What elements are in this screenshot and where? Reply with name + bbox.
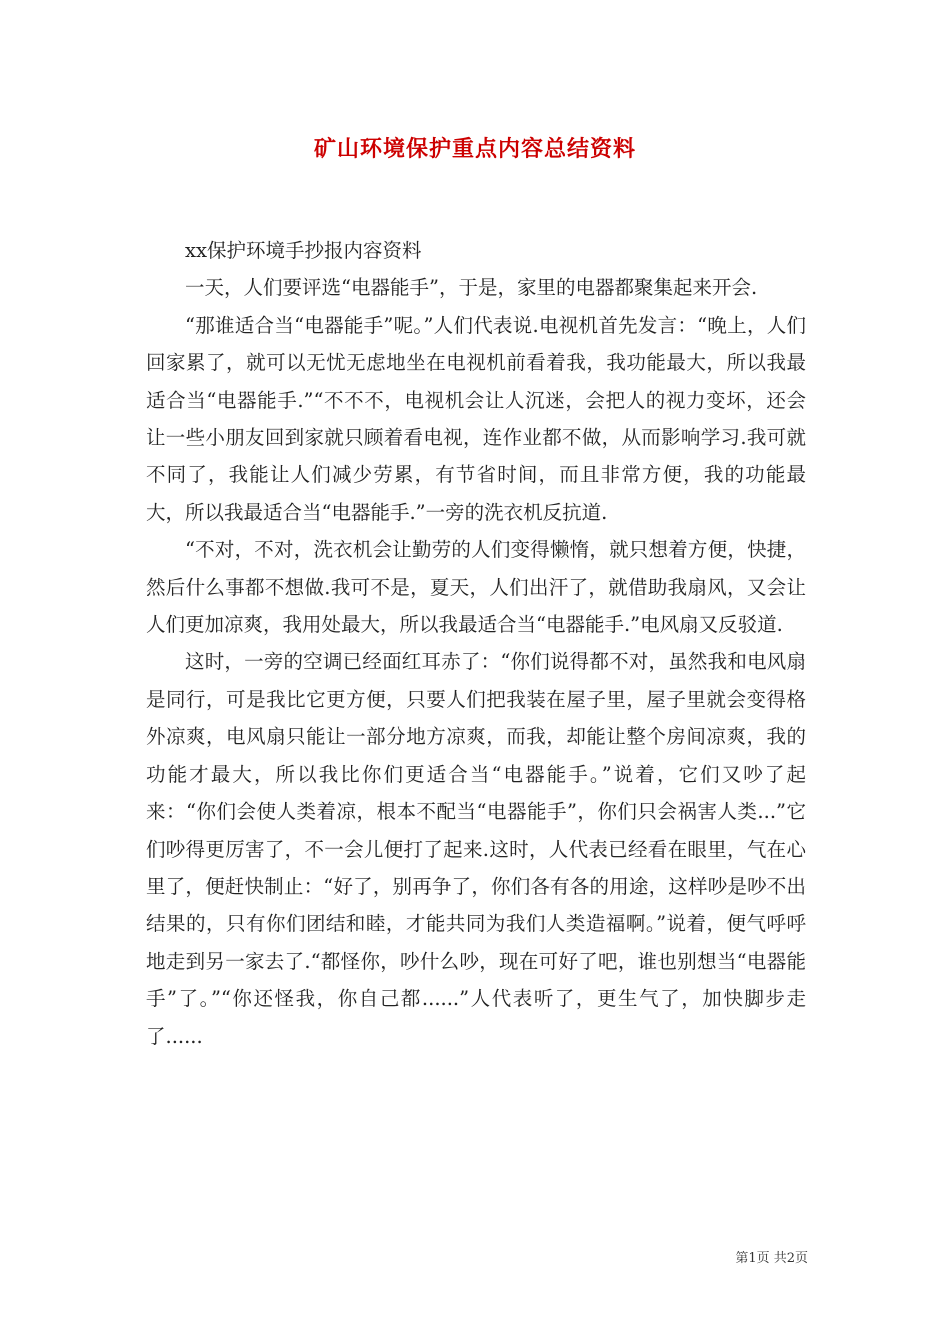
paragraph-3: “不对，不对，洗衣机会让勤劳的人们变得懒惰，就只想着方便，快捷，然后什么事都不想做.我可不是，夏天，人们出汗了，就借助我扇风，又会让人们更加凉爽，我用处最大，所以我最适合当“电器能手.”电风扇又反驳道. (146, 538, 806, 637)
document-body (146, 232, 806, 1055)
paragraph-1: 一天，人们要评选“电器能手”，于是，家里的电器都聚集起来开会. (185, 276, 758, 300)
page-number-footer: 第1页 共2页 (735, 1251, 808, 1266)
paragraph-2: “那谁适合当“电器能手”呢。”人们代表说.电视机首先发言：“晚上，人们回家累了，就可以无忧无虑地坐在电视机前看着我，我功能最大，所以我最适合当“电器能手.”“不不不，电视机会让人沉迷，会把人的视力变坏，还会让一些小朋友回到家就只顾着看电视，连作业都不做，从而影响学习.我可就不同了，我能让人们减少劳累，有节省时间，而且非常方便，我的功能最大，所以我最适合当“电器能手.”一旁的洗衣机反抗道. (146, 313, 806, 524)
paragraph-4: 这时，一旁的空调已经面红耳赤了：“你们说得都不对，虽然我和电风扇是同行，可是我比它更方便，只要人们把我装在屋子里，屋子里就会变得格外凉爽，电风扇只能让一部分地方凉爽，而我，却能让整个房间凉爽，我的功能才最大，所以我比你们更适合当“电器能手。”说着，它们又吵了起来：“你们会使人类着凉，根本不配当“电器能手”，你们只会祸害人类...”它们吵得更厉害了，不一会儿便打了起来.这时，人代表已经看在眼里，气在心里了，便赶快制止：“好了，别再争了，你们各有各的用途，这样吵是吵不出结果的，只有你们团结和睦，才能共同为我们人类造福啊。”说着，便气呼呼地走到另一家去了.“都怪你，吵什么吵，现在可好了吧，谁也别想当“电器能手”了。”“你还怪我，你自己都......”人代表听了，更生气了，加快脚步走了...... (146, 650, 806, 1048)
paragraph-subtitle: xx保护环境手抄报内容资料 (185, 239, 422, 262)
document-title: 矿山环境保护重点内容总结资料 (313, 136, 636, 162)
